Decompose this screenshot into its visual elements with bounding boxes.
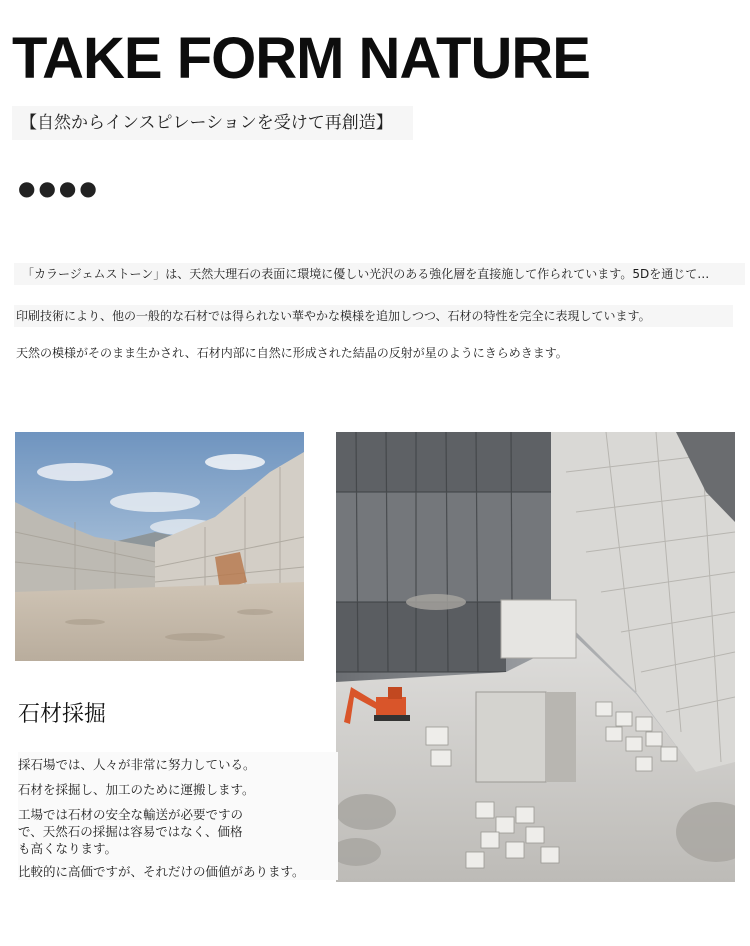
subtitle: 【自然からインスピレーションを受けて再創造】 bbox=[12, 106, 413, 140]
intro-line-3: 天然の模様がそのまま生かされ、石材内部に自然に形成された結晶の反射が星のようにきらめきます。 bbox=[16, 346, 568, 360]
page-title: TAKE FORM NATURE bbox=[12, 26, 590, 91]
section-paragraph-4: 比較的に高価ですが、それだけの価値があります。 bbox=[18, 864, 305, 879]
quarry-landscape-image bbox=[15, 432, 304, 661]
section-paragraph-2: 石材を採掘し、加工のために運搬します。 bbox=[18, 782, 255, 797]
section-paragraph-1: 採石場では、人々が非常に努力している。 bbox=[18, 757, 256, 772]
marble-quarry-image bbox=[336, 432, 735, 882]
dots-decoration: ●●●● bbox=[18, 176, 100, 200]
intro-line-1: 「カラージェムストーン」は、天然大理石の表面に環境に優しい光沢のある強化層を直接施して作られています。5Dを通じて… bbox=[14, 263, 745, 285]
section-body bbox=[18, 752, 338, 880]
section-paragraph-3: 工場では石材の安全な輸送が必要ですので、天然石の採掘は容易ではなく、価格も高くなります。 bbox=[18, 807, 244, 856]
section-title: 石材採掘 bbox=[18, 702, 107, 727]
intro-line-2: 印刷技術により、他の一般的な石材では得られない華やかな模様を追加しつつ、石材の特性を完全に表現しています。 bbox=[14, 305, 733, 327]
